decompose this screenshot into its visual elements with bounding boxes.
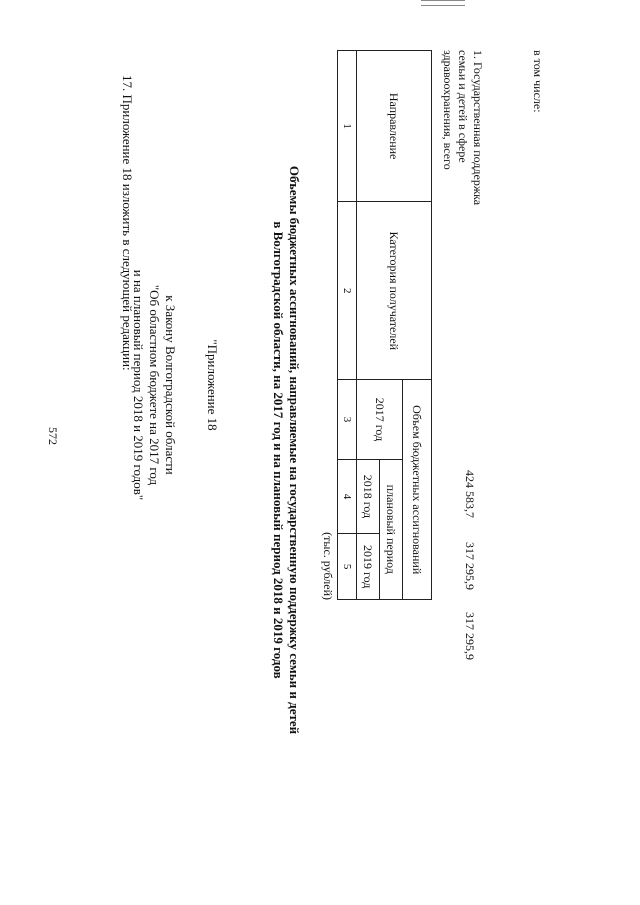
appendix-line-2: "Об областном бюджете на 2017 год: [147, 284, 162, 486]
document-title: [270, 70, 302, 830]
header-2018: 2018 год: [357, 459, 380, 534]
document-title-line-1: Объемы бюджетных ассигнований, направляемые на государственную поддержку семьи и детей: [287, 165, 302, 735]
col-number-2: 2: [338, 202, 357, 380]
col-number-1: 1: [338, 51, 357, 202]
instruction-text: 17. Приложение 18 изложить в следующей редакции:: [120, 75, 135, 371]
units-label: (тыс. рублей): [321, 532, 335, 600]
row-value-2017: 424 583,7: [463, 470, 477, 518]
header-plan-period: плановый период: [380, 459, 403, 599]
row-direction-label: 1. Государственная поддержка семьи и детей в сфере здравоохранения, всего: [441, 50, 485, 206]
header-2017: 2017 год: [357, 380, 403, 459]
header-volume: Объем бюджетных ассигнований: [403, 380, 432, 600]
appendix-line-1: к Закону Волгоградской области: [163, 295, 178, 475]
budget-table: [337, 50, 432, 600]
col-number-5: 5: [338, 534, 357, 600]
col-number-3: 3: [338, 380, 357, 459]
header-category: Категория получателей: [357, 202, 432, 380]
row-value-2019: 317 295,9: [463, 612, 477, 660]
page-number: 572: [46, 427, 60, 445]
including-label: в том числе:: [531, 50, 545, 113]
header-2019: 2019 год: [357, 534, 380, 600]
appendix-header: [130, 195, 220, 575]
appendix-line-3: и на плановый период 2018 и 2019 годов": [131, 269, 146, 501]
col-number-4: 4: [338, 459, 357, 534]
document-title-line-2: в Волгоградской области, на 2017 год и на плановый период 2018 и 2019 годов: [271, 221, 286, 679]
appendix-title: "Приложение 18: [205, 339, 220, 431]
header-direction: Направление: [357, 51, 432, 202]
row-value-2018: 317 295,9: [463, 542, 477, 590]
